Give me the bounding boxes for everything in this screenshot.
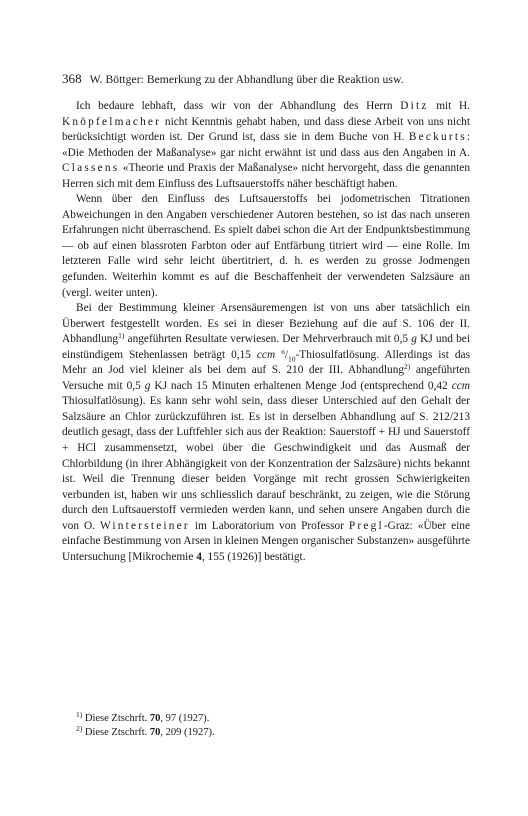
running-header [62,71,482,87]
italic-text: ccm [256,348,276,361]
author-name: Wintersteiner [99,519,190,532]
footnote-1 [76,712,456,726]
text-run: / [284,348,289,361]
text-run: KJ nach 15 Minuten erhaltenen Menge Jod (entsprechend 0,42 [150,379,452,392]
paragraph-1 [62,99,470,192]
superscript: 2) [404,362,411,372]
footnote-mark: 1) [76,710,83,719]
author-name: Knöpfelmacher [62,115,162,128]
footnote-rest: , 209 (1927). [160,726,215,738]
text-run: mit H. [428,100,470,112]
paragraph-3 [62,301,470,565]
italic-text: ccm [451,379,470,392]
text-run: Ich bedaure lebhaft, dass wir von der Abhandlung des Herrn [76,100,401,112]
page-number: 368 [62,71,82,86]
author-name: Ditz [400,100,429,112]
author-name: Classens [62,162,120,175]
superscript: 1) [118,331,125,341]
text-run: , 155 (1926)] bestätigt. [201,550,306,563]
italic-text: g [144,379,151,392]
running-title: W. Böttger: Bemerkung zu der Abhandlung über die Reaktion usw. [89,73,404,86]
text-run: KJ und bei einstündigem Stehenlassen beträgt 0,15 [62,333,470,361]
text-run: Thiosulfatlösung). Es kann sehr wohl sein, dass dieser Unterschied auf den Gehalt der Salzsäure an Chlor zurückzuführen ist. Es ist in derselben Abhandlung auf S. 212/213 deutlich gesagt, dass der Luftfehler sich aus der Reaktion: Sauerstoff + HJ und Sauerstoff + HCl zusammensetzt, wobei über die Geschwindigkeit und das Ausmaß der Chlorbildung (in ihrer Abhängigkeit von der Konzentration der Salzsäure) nichts bekannt ist. Weil die Trennung dieser beiden Vorgänge mit recht grossen Schwierigkeiten verbunden ist, haben wir uns schliesslich darauf beschränkt, zu zeigen, wie die Störung durch den Luftsauerstoff vermieden werden kann, und sehen unsere Angaben durch die von O. [62,395,470,532]
bold-text: 4 [196,550,202,563]
text-run: -Graz: «Über eine einfache Bestimmung von Arsen in kleinen Mengen organischer Substanzen» ausgeführte Untersuchung [Mikrochemie [62,519,470,563]
text-run: Wenn über den Einfluss des Luftsauerstoffs bei jodometrischen Titrationen Abweichungen in den Angaben verschiedener Autoren bestehen, so ist das nach unseren Erfahrungen nicht überraschend. Es spielt dabei schon die Art der Endpunktsbestimmung — ob auf einen blassroten Farbton oder auf Entfärbung titriert wird — eine Rolle. Im letzteren Falle wird sehr leicht übertitriert, d. h. es werden zu grosse Jodmengen gefunden. Weiterhin kommt es auf die Beschaffenheit der verwendeten Salzsäure an (vergl. weiter unten). [62,193,470,299]
footnote-2 [76,723,456,740]
text-run: : «Die Methoden der Maßanalyse» gar nicht erwähnt ist und dass aus den Angaben in A. [62,131,470,159]
footnote-volume: 70 [149,713,161,724]
text-run: «Theorie und Praxis der Maßanalyse» nicht hervorgeht, dass die genannten Herren sich mit dem Einfluss des Luftsauerstoffs näher beschäftigt haben. [62,162,470,190]
italic-text: g [411,333,417,346]
superscript: n [281,346,285,356]
text-run: angeführten Versuche mit 0,5 [62,364,470,392]
paragraph-2 [62,192,470,301]
text-run: angeführten Resultate verwiesen. Der Mehrverbrauch mit 0,5 [124,333,412,346]
footnote-text: Diese Ztschrft. [82,713,150,724]
footnote-volume: 70 [149,726,161,738]
footnote-mark: 2) [76,723,83,733]
text-run: nicht Kenntnis gehabt haben, und dass diese Arbeit von uns nicht berücksichtigt worden ist. Der Grund ist, dass sie in dem Buche von H. [62,115,470,144]
footnotes [76,712,456,739]
footnote-rest: , 97 (1927). [160,713,210,724]
body-text [62,99,470,565]
text-run: -Thiosulfatlösung. Allerdings ist das Mehr an Jod viel kleiner als bei dem auf S. 210 der III. Abhandlung [62,348,470,377]
author-name: Beckurts [408,131,467,144]
text-run: Bei der Bestimmung kleiner Arsensäuremengen ist von uns aber tatsächlich ein Überwert festgestellt worden. Es sei in dieser Beziehung auf die auf S. 106 der II. Abhandlung [62,302,470,346]
subscript: 10 [288,354,296,364]
text-run: im Laboratorium von Professor [189,519,349,532]
footnote-text: Diese Ztschrft. [82,726,150,738]
author-name: Pregl [348,519,384,532]
